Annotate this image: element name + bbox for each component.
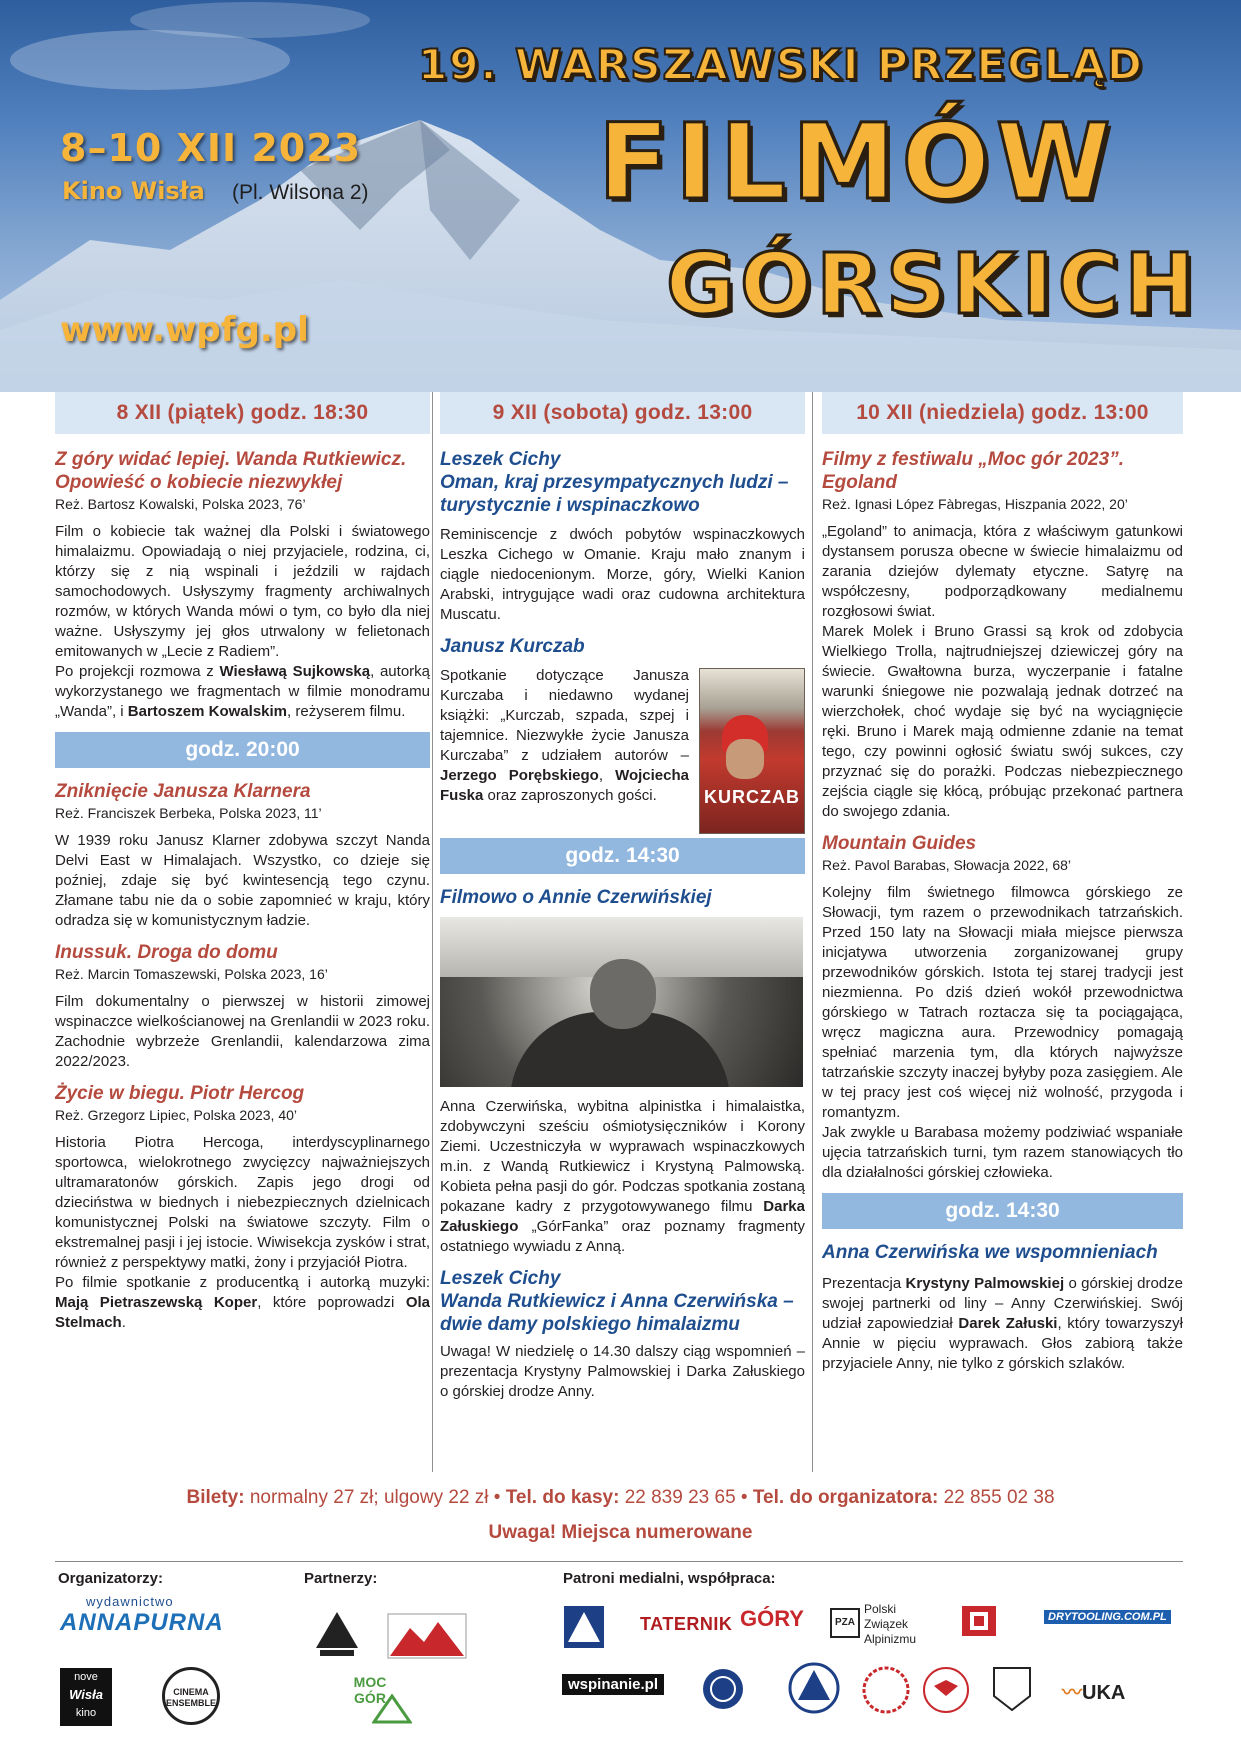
event-description: Uwaga! W niedzielę o 14.30 dalszy ciąg wspomnień – prezentacja Krystyny Palmowskiej i Darka Załuskiego o górskiej drodze Anny. <box>440 1343 805 1400</box>
day2-subheading: godz. 14:30 <box>440 838 805 874</box>
gory-logo: GÓRY <box>740 1606 804 1631</box>
day2-column <box>440 392 805 1420</box>
event-description: Prezentacja Krystyny Palmowskiej o górskiej drodze swojej partnerki od liny – Anny Czerwińskiej. Swój udział zapowiedział Darek Załuski, który towarzyszył Annie w pięciu wyprawach. Głos zabiorą także przyjaciele Anny, nie tylko z górskich szlaków. <box>822 1275 1183 1372</box>
column-divider <box>432 392 433 1472</box>
patron-square-icon <box>960 1604 998 1642</box>
venue-address: (Pl. Wilsona 2) <box>232 181 369 204</box>
patron-round-badge-icon <box>700 1666 746 1712</box>
day3-column <box>822 392 1183 1372</box>
wspinanie-logo: wspinanie.pl <box>562 1674 664 1695</box>
festival-title-line1: 19. WARSZAWSKI PRZEGLĄD <box>418 40 1144 89</box>
film-credits: Reż. Bartosz Kowalski, Polska 2023, 76’ <box>55 496 306 512</box>
event-description: Spotkanie dotyczące Janusza Kurczaba i niedawno wydanej książki: „Kurczab, szpada, szpej i tajemnice. Niezwykłe życie Janusza Kurczaba” z udziałem autorów – Jerzego Porębskiego, Wojciecha Fuska oraz zaproszonych gości. <box>440 667 689 804</box>
cinema-ensemble-logo: CINEMA ENSEMBLE <box>162 1667 220 1725</box>
day1-column <box>55 392 430 1470</box>
partners-label: Partnerzy: <box>304 1570 378 1587</box>
film-credits: Reż. Ignasi López Fàbregas, Hiszpania 2022, 20’ <box>822 496 1128 512</box>
patron-shield-icon <box>788 1660 840 1716</box>
event-title: Leszek Cichy Wanda Rutkiewicz i Anna Czerwińska – dwie damy polskiego himalaizmu <box>440 1268 794 1335</box>
patron-eagle-icon <box>920 1664 972 1716</box>
event-title: Filmowo o Annie Czerwińskiej <box>440 887 712 908</box>
book-cover-image <box>699 668 805 834</box>
column-divider <box>812 392 813 1472</box>
film-description: „Egoland” to animacja, która z właściwym gatunkowi dystansem porusza obecne w świecie himalaizmu od zarania dziejów dylematy etyczne. Satyrę na współczesny, podporządkowany medialnemu rozgłosowi świat. Marek Molek i Bruno Grassi są krok od zdobycia Wielkiego Trolla, najtrudniejszej dziewiczej góry na świecie. Gwałtowna burza, wyczerpanie i fatalne warunki śniegowe nie pozwalają jednak dotrzeć na wierzchołek, choć wydaje się być na wyciągnięcie ręki. Bruno i Marek mają odmienne zdanie na temat tego, czy powinni ogłosić światu swój sukces, czy przyznać się do porażki. Podczas niebezpiecznego zejścia ciągle się kłócą, próbując przekonać partnera do swojego zdania. <box>822 523 1183 820</box>
film-description: Film o kobiecie tak ważnej dla Polski i światowego himalaizmu. Opowiadają o niej przyjaciele, rodzina, ci, którzy się z nią wspinali i jeździli w rajdach samochodowych. Usłyszymy fragmenty archiwalnych rozmów, w których Wanda mówi o tym, co było dla niej ważne. Usłyszymy jej głos utrwalony w felietonach emitowanych w „Lecie z Radiem”. Po projekcji rozmowa z Wiesławą Sujkowską, autorką wykorzystanego we fragmentach w filmie monodramu „Wanda”, i Bartoszem Kowalskim, reżyserem filmu. <box>55 523 430 720</box>
patron-club-icon <box>990 1662 1034 1714</box>
day3-subheading: godz. 14:30 <box>822 1193 1183 1229</box>
climber-photo <box>440 917 803 1087</box>
uka-logo: 〰UKA <box>1062 1682 1126 1704</box>
organizers-label: Organizatorzy: <box>58 1570 164 1587</box>
film-description: Kolejny film świetnego filmowca górskiego ze Słowacji, tym razem o przewodnikach tatrzańskich. Przed 150 laty na Słowacji miała miejsce pierwsza inicjatywa utworzenia zorganizowanej grupy przewodników górskich. Istota tej starej tradycji jest niezmienna. Po dziś dzień wokół przewodnictwa górskiego w Tatrach roztacza się ta pociągająca, wręcz magiczna aura. Przewodnicy pomagają spełniać marzenia tym, dla których najwyższe tatrzańskie szczyty inaczej byłyby poza zasięgiem. Ale w tej pracy jest coś więcej niż wolność, przygoda i romantyzm. Jak zwykle u Barabasa możemy podziwiać wspaniałe ujęcia tatrzańskich turni, tym razem stanowiących tło dla działalności górskiej człowieka. <box>822 884 1183 1181</box>
event-description: Anna Czerwińska, wybitna alpinistka i himalaistka, zdobywczyni sześciu ośmiotysięczników i Korony Ziemi. Uczestniczyła w wyprawach wspinaczkowych m.in. z Wandą Rutkiewicz i Krystyną Palmowską. Kobieta pełna pasji do gór. Podczas spotkania zostaną pokazane kadry z przygotowywanego filmu Darka Załuskiego „GórFanka” oraz poznamy fragmenty ostatniego wywiadu z Anną. <box>440 1098 805 1255</box>
film-title: Życie w biegu. Piotr Hercog <box>55 1083 305 1104</box>
book-cover-title: KURCZAB <box>704 787 800 807</box>
film-credits: Reż. Pavol Barabas, Słowacja 2022, 68’ <box>822 857 1072 873</box>
festival-title-line3: GÓRSKICH <box>666 235 1200 333</box>
patrons-label: Patroni medialni, współpraca: <box>563 1570 776 1587</box>
film-title: Filmy z festiwalu „Moc gór 2023”. Egoland <box>822 449 1124 493</box>
film-title: Z góry widać lepiej. Wanda Rutkiewicz. Opowieść o kobiecie niezwykłej <box>55 449 407 493</box>
film-title: Zniknięcie Janusza Klarnera <box>55 781 311 802</box>
kino-wisla-logo: nove Wisła kino <box>60 1668 112 1726</box>
event-description: Reminiscencje z dwóch pobytów wspinaczkowych Leszka Cichego w Omanie. Kraju mało znanym i ciągle niedocenionym. Morze, góry, Wielki Kanion Arabski, intrygujące wadi oraz cudowna architektura Muscatu. <box>440 526 805 623</box>
film-description: Historia Piotra Hercoga, interdyscyplinarnego sportowca, wielokrotnego zwycięzcy najważniejszych ultramaratonów górskich. Zapis jego drogi od dzieciństwa w biednych i niebezpiecznych dzielnicach komunistycznej Polski na światowe szczyty. Film o ekstremalnej pasji i jej istocie. Wiwisekcja zysków i strat, również z perspektywy matki, żony i przyjaciół Piotra. Po filmie spotkanie z producentką i autorką muzyki: Mają Pietraszewską Koper, które poprowadzi Ola Stelmach. <box>55 1134 430 1331</box>
day3-heading: 10 XII (niedziela) godz. 13:00 <box>822 392 1183 434</box>
film-title: Inussuk. Droga do domu <box>55 942 278 963</box>
patron-seal-icon <box>860 1664 912 1716</box>
day1-subheading: godz. 20:00 <box>55 732 430 768</box>
festival-title-line2: FILMÓW <box>598 101 1117 223</box>
film-title: Mountain Guides <box>822 833 977 854</box>
ticket-info: Bilety: normalny 27 zł; ulgowy 22 zł • Tel. do kasy: 22 839 23 65 • Tel. do organizatora: 22 855 02 38 <box>186 1487 1055 1508</box>
film-description: Film dokumentalny o pierwszej w historii zimowej wspinaczce wielkościanowej na Grenlandii w 2023 roku. Zachodnie wybrzeże Grenlandii, kalendarzowa zima 2022/2023. <box>55 993 430 1070</box>
patron-triangle-icon <box>562 1604 606 1650</box>
event-title: Leszek Cichy Oman, kraj przesympatycznych ludzi – turystycznie i wspinaczkowo <box>440 449 789 516</box>
seating-notice: Uwaga! Miejsca numerowane <box>488 1522 753 1543</box>
film-credits: Reż. Franciszek Berbeka, Polska 2023, 11’ <box>55 805 322 821</box>
moc-gor-logo: MOC GÓR <box>353 1674 387 1706</box>
moc-gor-triangle-icon <box>372 1694 412 1724</box>
footer-divider <box>55 1561 1183 1562</box>
book-event <box>440 666 805 834</box>
event-title: Anna Czerwińska we wspomnieniach <box>822 1242 1158 1263</box>
poster-header <box>0 0 1241 392</box>
pza-logo: PZA Polski Związek Alpinizmu <box>830 1602 916 1647</box>
drytooling-logo: DRYTOOLING.COM.PL <box>1044 1610 1171 1624</box>
festival-website-link[interactable]: www.wpfg.pl <box>60 310 309 350</box>
partner-mountain-icon <box>312 1608 362 1660</box>
event-title: Janusz Kurczab <box>440 636 585 657</box>
taternik-logo: TATERNIK <box>640 1614 733 1634</box>
day1-heading: 8 XII (piątek) godz. 18:30 <box>55 392 430 434</box>
annapurna-logo: wydawnictwo ANNAPURNA <box>60 1594 224 1636</box>
film-description: W 1939 roku Janusz Klarner zdobywa szczyt Nanda Delvi East w Himalajach. Wszystko, co dzieje się poźniej, zdaje się być kwintesencją tego czynu. Złamane tabu nie da o sobie zapomnieć w kraju, który odradza się w komunistycznym ładzie. <box>55 832 430 929</box>
partner-red-peaks-icon <box>386 1604 468 1660</box>
film-credits: Reż. Grzegorz Lipiec, Polska 2023, 40’ <box>55 1107 298 1123</box>
day2-heading: 9 XII (sobota) godz. 13:00 <box>440 392 805 434</box>
film-credits: Reż. Marcin Tomaszewski, Polska 2023, 16’ <box>55 966 328 982</box>
festival-venue: Kino Wisła <box>62 177 205 205</box>
festival-dates: 8–10 XII 2023 <box>60 126 362 170</box>
